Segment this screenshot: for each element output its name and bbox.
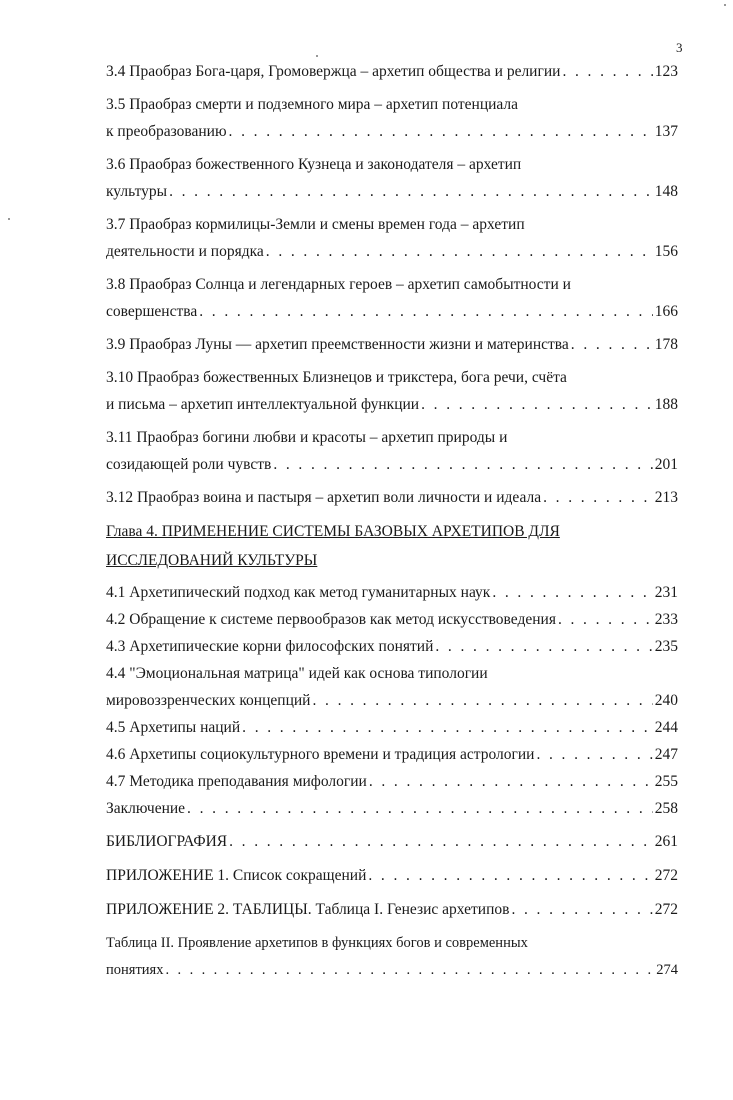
leader-dots — [165, 957, 654, 984]
toc-entry-cont[interactable] — [106, 451, 678, 478]
toc-entry[interactable] — [106, 862, 678, 889]
leader-dots — [558, 606, 653, 633]
toc-entry[interactable] — [106, 424, 678, 451]
toc-entry[interactable] — [106, 364, 678, 391]
leader-dots — [229, 828, 653, 855]
toc-entry-cont[interactable] — [106, 687, 678, 714]
toc-entry-page: 148 — [654, 183, 678, 200]
leader-dots — [492, 579, 652, 606]
toc-entry-page: 166 — [654, 303, 678, 320]
toc-entry-page: 272 — [654, 867, 678, 884]
toc-entry[interactable] — [106, 660, 678, 687]
chapter-heading-cont[interactable]: ИССЛЕДОВАНИЙ КУЛЬТУРЫ — [106, 552, 318, 569]
leader-dots — [169, 178, 653, 205]
toc-entry-title-cont: культуры — [106, 183, 168, 200]
toc-entry-page: 233 — [654, 611, 678, 628]
toc-entry-title: 4.6 Архетипы социокультурного времени и традиция астрологии — [106, 746, 535, 763]
toc-entry-page: 274 — [656, 962, 678, 978]
toc-entry-title-cont: деятельности и порядка — [106, 243, 264, 260]
toc-entry[interactable] — [106, 606, 678, 633]
leader-dots — [536, 741, 652, 768]
toc-entry-title: 4.4 "Эмоциональная матрица" идей как основа типологии — [106, 665, 488, 682]
toc-entry-title: 4.3 Архетипические корни философских понятий — [106, 638, 434, 655]
leader-dots — [369, 768, 653, 795]
leader-dots — [199, 298, 653, 325]
toc-entry[interactable] — [106, 768, 678, 795]
toc-entry-title: 3.4 Праобраз Бога-царя, Громовержца – архетип общества и религии — [106, 63, 561, 80]
leader-dots — [543, 484, 653, 511]
leader-dots — [229, 118, 653, 145]
toc-entry-cont[interactable] — [106, 298, 678, 325]
toc-entry-page: 123 — [654, 63, 678, 80]
toc-entry-title: 3.10 Праобраз божественных Близнецов и трикстера, бога речи, счёта — [106, 369, 567, 386]
toc-entry-title: 3.12 Праобраз воина и пастыря – архетип воли личности и идеала — [106, 489, 542, 506]
toc-entry-page: 137 — [654, 123, 678, 140]
toc-entry-page: 272 — [654, 901, 678, 918]
toc-entry-title: 4.1 Архетипический подход как метод гуманитарных наук — [106, 584, 491, 601]
toc-entry-title: 3.7 Праобраз кормилицы-Земли и смены времен года – архетип — [106, 216, 525, 233]
toc-entry-page: 201 — [654, 456, 678, 473]
scan-speck — [8, 218, 10, 220]
toc-entry-page: 258 — [654, 800, 678, 817]
toc-entry-title: 3.5 Праобраз смерти и подземного мира – архетип потенциала — [106, 96, 519, 113]
toc-entry-title-cont: понятиях — [106, 962, 164, 978]
leader-dots — [562, 58, 652, 85]
toc-entry-page: 247 — [654, 746, 678, 763]
toc-entry-title-cont: совершенства — [106, 303, 198, 320]
toc-entry[interactable] — [106, 58, 678, 85]
toc-entry-cont[interactable] — [106, 238, 678, 265]
toc-entry[interactable] — [106, 151, 678, 178]
leader-dots — [421, 391, 653, 418]
toc-entry-title-cont: созидающей роли чувств — [106, 456, 272, 473]
toc-entry-page: 244 — [654, 719, 678, 736]
leader-dots — [273, 451, 652, 478]
toc-entry-title: 3.8 Праобраз Солнца и легендарных героев – архетип самобытности и — [106, 276, 571, 293]
toc-entry-title: 3.9 Праобраз Луны — архетип преемственности жизни и материнства — [106, 336, 569, 353]
toc-entry-title-cont: и письма – архетип интеллектуальной функции — [106, 396, 420, 413]
leader-dots — [435, 633, 652, 660]
toc-entry-title: ПРИЛОЖЕНИЕ 1. Список сокращений — [106, 867, 367, 884]
toc-entry-title: Таблица II. Проявление архетипов в функциях богов и современных — [106, 935, 528, 951]
toc-entry-title: ПРИЛОЖЕНИЕ 2. ТАБЛИЦЫ. Таблица I. Генезис архетипов — [106, 901, 510, 918]
toc-entry-page: 255 — [654, 773, 678, 790]
toc-entry-title: 4.7 Методика преподавания мифологии — [106, 773, 367, 790]
toc-entry-title: 3.6 Праобраз божественного Кузнеца и законодателя – архетип — [106, 156, 522, 173]
chapter-heading[interactable]: Глава 4. ПРИМЕНЕНИЕ СИСТЕМЫ БАЗОВЫХ АРХЕТИПОВ ДЛЯ — [106, 523, 560, 540]
toc-entry[interactable] — [106, 271, 678, 298]
toc-entry[interactable] — [106, 930, 678, 957]
leader-dots — [511, 896, 652, 923]
toc-entry[interactable] — [106, 896, 678, 923]
toc-entry-page: 178 — [654, 336, 678, 353]
toc-entry-page: 231 — [654, 584, 678, 601]
toc-entry-cont[interactable] — [106, 178, 678, 205]
table-of-contents — [106, 58, 678, 984]
scan-speck — [724, 4, 726, 6]
toc-entry-title-cont: мировоззренческих концепций — [106, 692, 311, 709]
leader-dots — [266, 238, 653, 265]
toc-entry-title-cont: к преобразованию — [106, 123, 227, 140]
toc-entry[interactable] — [106, 795, 678, 822]
page-number: 3 — [676, 40, 683, 55]
leader-dots — [312, 687, 652, 714]
toc-entry[interactable] — [106, 633, 678, 660]
leader-dots — [187, 795, 653, 822]
toc-entry-cont[interactable] — [106, 391, 678, 418]
toc-entry-page: 261 — [654, 833, 678, 850]
toc-entry-page: 188 — [654, 396, 678, 413]
scan-speck — [316, 55, 318, 57]
leader-dots — [242, 714, 653, 741]
toc-entry-page: 213 — [654, 489, 678, 506]
toc-entry-title: 4.5 Архетипы наций — [106, 719, 241, 736]
toc-entry[interactable] — [106, 714, 678, 741]
leader-dots — [368, 862, 652, 889]
toc-entry[interactable] — [106, 91, 678, 118]
toc-entry-title: 4.2 Обращение к системе первообразов как метод искусствоведения — [106, 611, 556, 628]
toc-entry-title: Заключение — [106, 800, 186, 817]
toc-entry-title: БИБЛИОГРАФИЯ — [106, 833, 228, 850]
toc-entry[interactable] — [106, 579, 678, 606]
toc-entry[interactable] — [106, 211, 678, 238]
toc-entry[interactable] — [106, 331, 678, 358]
toc-entry[interactable] — [106, 484, 678, 511]
toc-entry[interactable] — [106, 828, 678, 855]
toc-entry-page: 156 — [654, 243, 678, 260]
leader-dots — [571, 331, 653, 358]
toc-entry-cont[interactable] — [106, 118, 678, 145]
toc-entry[interactable] — [106, 741, 678, 768]
toc-entry-page: 235 — [654, 638, 678, 655]
toc-entry-title: 3.11 Праобраз богини любви и красоты – архетип природы и — [106, 429, 508, 446]
toc-entry-page: 240 — [654, 692, 678, 709]
toc-entry-cont[interactable] — [106, 957, 678, 984]
